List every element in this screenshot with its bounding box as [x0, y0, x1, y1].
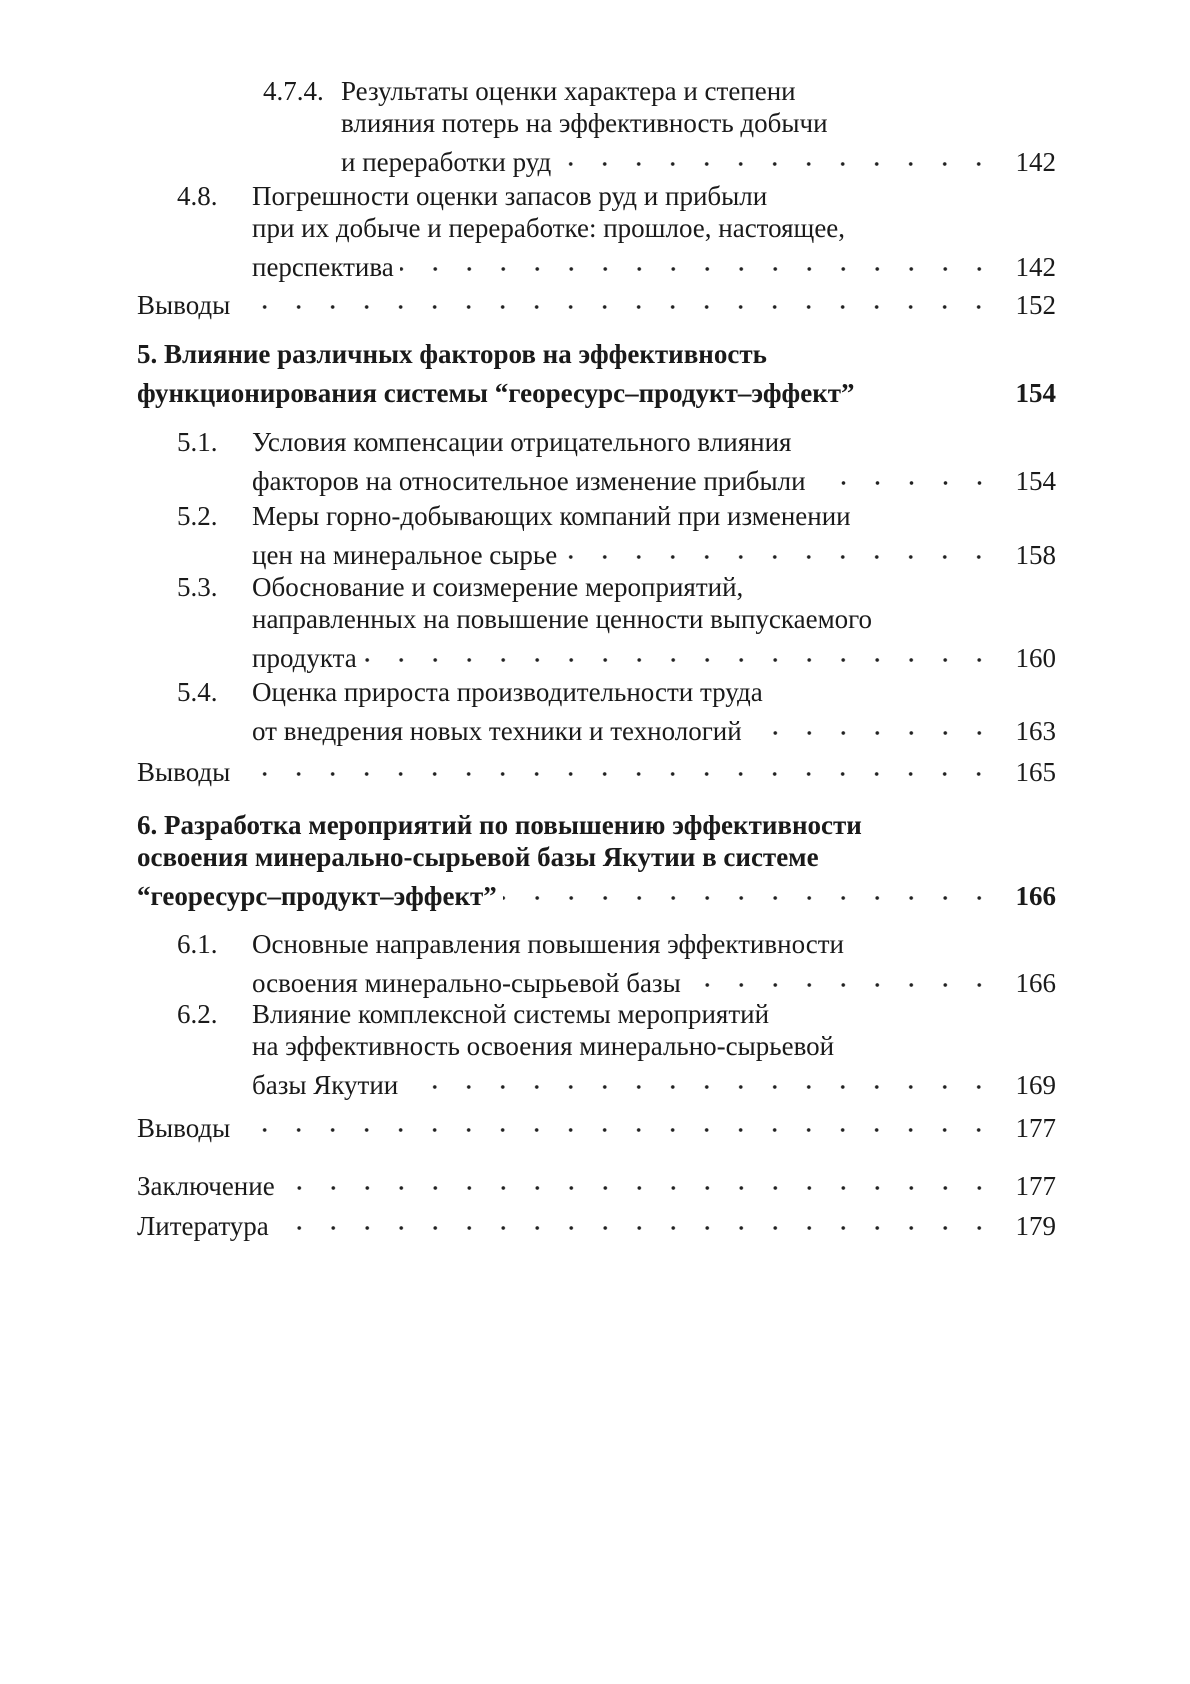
toc-entry [0, 571, 1190, 673]
toc-entry-title: направленных на повышение ценности выпускаемого [252, 604, 873, 634]
toc-entry [0, 998, 1190, 1100]
dot-leader [236, 282, 996, 314]
dot-leader [861, 370, 996, 402]
page-number: 142 [1015, 252, 1056, 282]
toc-entry-title: Основные направления повышения эффективности [252, 929, 844, 959]
toc-entry [0, 180, 1190, 282]
toc-entry [0, 676, 1190, 746]
toc-entry-title: Меры горно-добывающих компаний при изменении [252, 501, 851, 531]
page-number: 165 [1015, 757, 1056, 787]
toc-entry-title: влияния потерь на эффективность добычи [341, 108, 828, 138]
toc-entry-title: Влияние комплексной системы мероприятий [252, 999, 770, 1029]
toc-entry-number: 5.3. [177, 572, 218, 602]
toc-entry [0, 1105, 1190, 1143]
toc-entry [0, 282, 1190, 320]
toc-entry [0, 1203, 1190, 1241]
page-number: 169 [1015, 1070, 1056, 1100]
toc-entry-title: 5. Влияние различных факторов на эффективность [137, 339, 767, 369]
dot-leader [363, 635, 996, 667]
page-number: 179 [1015, 1211, 1056, 1241]
page-number: 177 [1015, 1171, 1056, 1201]
toc-entry-title: от внедрения новых техники и технологий [252, 716, 742, 746]
toc-entry-title: продукта [252, 643, 357, 673]
toc-entry-title: 6. Разработка мероприятий по повышению эффективности [137, 810, 862, 840]
toc-entry-title: Выводы [137, 290, 231, 320]
toc-entry [0, 75, 1190, 177]
toc-entry [0, 1163, 1190, 1201]
toc-entry-title: Заключение [137, 1171, 275, 1201]
toc-entry-title: Оценка прироста производительности труда [252, 677, 763, 707]
dot-leader [400, 244, 996, 276]
toc-entry-title: Выводы [137, 757, 231, 787]
page-number: 166 [1015, 881, 1056, 911]
toc-entry-number: 6.1. [177, 929, 218, 959]
toc-entry-title: Литература [137, 1211, 269, 1241]
page-number: 177 [1015, 1113, 1056, 1143]
dot-leader [236, 1105, 996, 1137]
page-number: 152 [1015, 290, 1056, 320]
toc-entry-title: перспектива [252, 252, 394, 282]
toc-entry-title: освоения минерально-сырьевой базы Якутии в системе [137, 842, 819, 872]
toc-entry-title: Погрешности оценки запасов руд и прибыли [252, 181, 768, 211]
toc-entry-title: Выводы [137, 1113, 231, 1143]
toc-entry-title: факторов на относительное изменение прибыли [252, 466, 806, 496]
dot-leader [557, 139, 996, 171]
dot-leader [563, 532, 996, 564]
toc-entry-number: 5.4. [177, 677, 218, 707]
toc-entry-title: цен на минеральное сырье [252, 540, 558, 570]
toc-entry [0, 809, 1190, 911]
toc-entry [0, 749, 1190, 787]
toc-entry [0, 500, 1190, 570]
page-number: 154 [1015, 378, 1056, 408]
dot-leader [275, 1203, 996, 1235]
toc-entry-title: на эффективность освоения минерально-сырьевой [252, 1031, 835, 1061]
page-number: 163 [1015, 716, 1056, 746]
toc-entry-title: базы Якутии [252, 1070, 399, 1100]
dot-leader [687, 960, 996, 992]
page-number: 166 [1015, 968, 1056, 998]
toc-entry-title: Обоснование и соизмерение мероприятий, [252, 572, 744, 602]
toc-entry-title: Условия компенсации отрицательного влияния [252, 427, 792, 457]
toc-entry-title: при их добыче и переработке: прошлое, настоящее, [252, 213, 846, 243]
toc-entry-number: 5.1. [177, 427, 218, 457]
dot-leader [812, 458, 996, 490]
page-number: 158 [1015, 540, 1056, 570]
toc-entry-title: Результаты оценки характера и степени [341, 76, 796, 106]
dot-leader [281, 1163, 996, 1195]
page-number: 160 [1015, 643, 1056, 673]
page-number: 154 [1015, 466, 1056, 496]
toc-entry [0, 928, 1190, 998]
toc-entry-number: 4.8. [177, 181, 218, 211]
toc-entry-title: “георесурс–продукт–эффект” [137, 881, 497, 911]
toc-entry-title: освоения минерально-сырьевой базы [252, 968, 681, 998]
toc-entry-number: 4.7.4. [263, 76, 324, 106]
toc-entry-title: и переработки руд [341, 147, 552, 177]
dot-leader [404, 1062, 996, 1094]
toc-entry [0, 338, 1190, 408]
toc-entry-number: 6.2. [177, 999, 218, 1029]
page-number: 142 [1015, 147, 1056, 177]
dot-leader [236, 749, 996, 781]
toc-entry-title: функционирования системы “георесурс–продукт–эффект” [137, 378, 855, 408]
toc-entry [0, 426, 1190, 496]
toc-entry-number: 5.2. [177, 501, 218, 531]
dot-leader [503, 873, 996, 905]
dot-leader [748, 708, 996, 740]
